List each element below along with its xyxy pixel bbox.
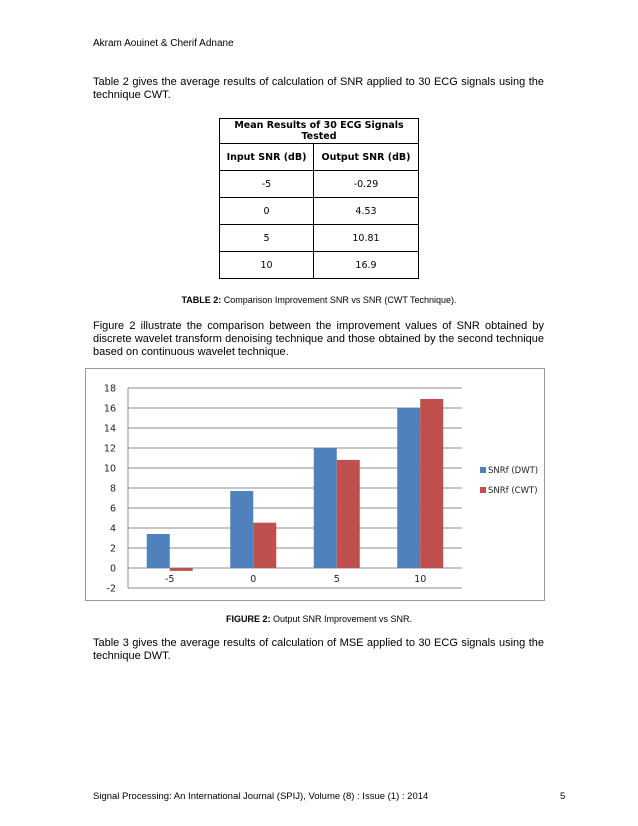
table-row xyxy=(220,252,419,279)
running-header: Akram Aouinet & Cherif Adnane xyxy=(93,38,234,49)
column-header-output-snr: Output SNR (dB) xyxy=(314,144,419,171)
legend-swatch xyxy=(480,487,486,493)
figure-caption xyxy=(93,614,545,624)
table-caption xyxy=(93,295,545,305)
figure-caption-label: FIGURE 2: xyxy=(225,614,271,624)
snr-results-table xyxy=(219,118,419,279)
legend-label: SNRf (CWT) xyxy=(488,486,538,496)
x-tick-label: -5 xyxy=(165,574,175,585)
y-tick-label: 0 xyxy=(109,563,116,575)
table-cell: 5 xyxy=(220,225,314,252)
y-tick-label: 8 xyxy=(109,483,116,495)
table-caption-text: Comparison Improvement SNR vs SNR (CWT Technique). xyxy=(221,295,457,305)
column-header-input-snr: Input SNR (dB) xyxy=(220,144,314,171)
y-tick-label: 14 xyxy=(103,423,116,435)
journal-footer: Signal Processing: An International Journal (SPIJ), Volume (8) : Issue (1) : 2014 xyxy=(93,791,429,802)
bar-dwt-0 xyxy=(147,534,170,568)
table-cell: -0.29 xyxy=(314,171,419,198)
legend-swatch xyxy=(480,467,486,473)
table-cell: 10 xyxy=(220,252,314,279)
y-tick-label: -2 xyxy=(106,583,116,595)
table-cell: 0 xyxy=(220,198,314,225)
bar-dwt-1 xyxy=(230,491,253,568)
paragraph-next-table-intro: Table 3 gives the average results of calculation of MSE applied to 30 ECG signals using the technique DWT. xyxy=(93,637,544,662)
table-cell: 16.9 xyxy=(314,252,419,279)
x-tick-label: 10 xyxy=(414,574,427,585)
y-tick-label: 10 xyxy=(103,463,116,475)
legend-label: SNRf (DWT) xyxy=(488,466,539,476)
snr-bar-chart xyxy=(85,368,545,601)
table-cell: 10.81 xyxy=(314,225,419,252)
table-caption-label: TABLE 2: xyxy=(181,295,222,305)
table-cell: 4.53 xyxy=(314,198,419,225)
table-row xyxy=(220,171,419,198)
chart-canvas xyxy=(86,369,544,600)
page-number: 5 xyxy=(560,791,566,802)
y-tick-label: 16 xyxy=(103,403,116,415)
paragraph-table-intro: Table 2 gives the average results of calculation of SNR applied to 30 ECG signals using the technique CWT. xyxy=(93,76,544,101)
y-tick-label: 12 xyxy=(103,443,116,455)
y-tick-label: 4 xyxy=(109,523,116,535)
y-tick-label: 2 xyxy=(109,543,116,555)
table-row xyxy=(220,198,419,225)
bar-cwt-1 xyxy=(253,523,276,568)
bar-cwt-0 xyxy=(170,568,193,571)
table-cell: -5 xyxy=(220,171,314,198)
bar-cwt-3 xyxy=(420,399,443,568)
table-row xyxy=(220,225,419,252)
x-tick-label: 0 xyxy=(250,574,257,585)
table-title: Mean Results of 30 ECG Signals Tested xyxy=(220,119,419,144)
figure-caption-text: Output SNR Improvement vs SNR. xyxy=(270,614,413,624)
paragraph-figure-intro: Figure 2 illustrate the comparison between the improvement values of SNR obtained by discrete wavelet transform denoising technique and those obtained by the second technique based on continuous wavelet technique. xyxy=(93,320,544,358)
y-tick-label: 18 xyxy=(103,383,116,395)
x-tick-label: 5 xyxy=(333,574,340,585)
bar-cwt-2 xyxy=(337,460,360,568)
y-tick-label: 6 xyxy=(109,503,116,515)
bar-dwt-3 xyxy=(397,408,420,568)
bar-dwt-2 xyxy=(314,448,337,568)
